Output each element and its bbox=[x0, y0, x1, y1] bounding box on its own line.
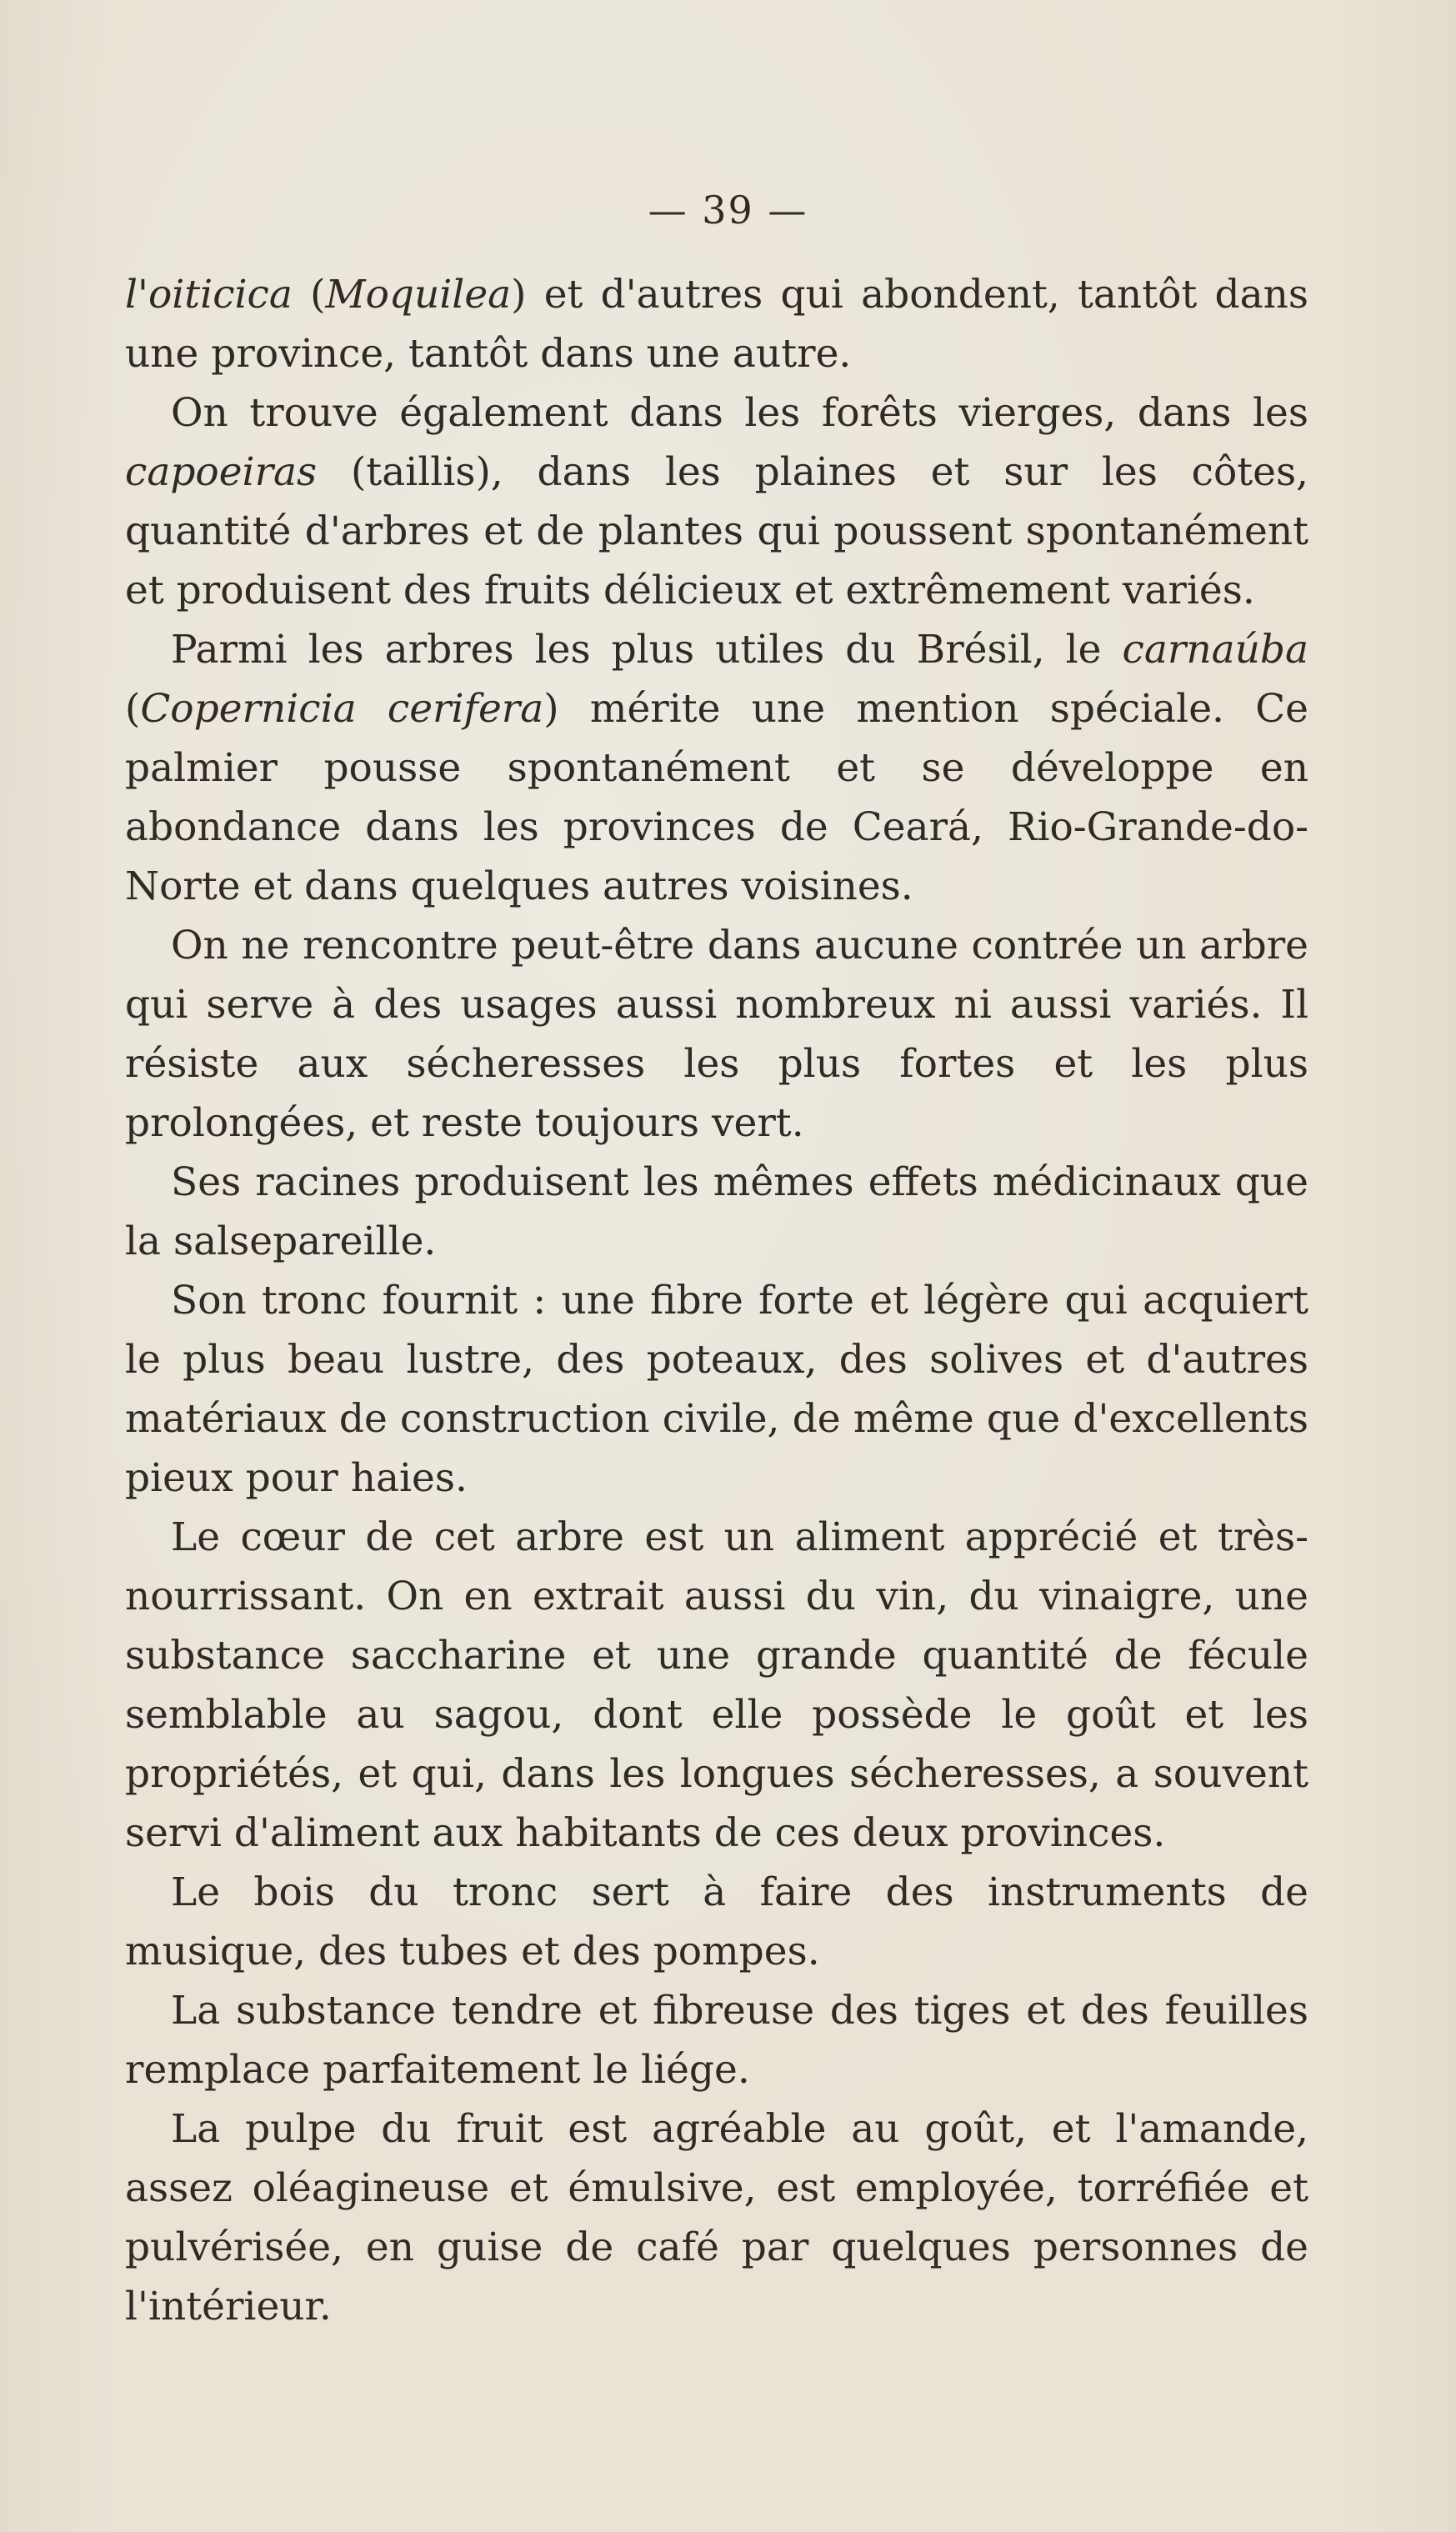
paragraph-9: La substance tendre et fibreuse des tiges et des feuilles remplace parfaitement le liége. bbox=[125, 1988, 1308, 2093]
term-carnauba: carnaúba bbox=[1122, 627, 1308, 673]
term-oiticica: l'oiticica bbox=[125, 272, 293, 318]
page-number: — 39 — bbox=[648, 188, 808, 233]
paragraph-6: Son tronc fournit : une fibre forte et légère qui acquiert le plus beau lustre, des poteaux, des solives et d'autres matériaux de construction civile, de même que d'excellents pieux pour haies. bbox=[125, 1278, 1308, 1501]
body-text bbox=[125, 265, 1308, 2336]
paragraph-8: Le bois du tronc sert à faire des instruments de musique, des tubes et des pompes. bbox=[125, 1869, 1308, 1974]
paragraph-3: Parmi les arbres les plus utiles du Brésil, le carnaúba (Copernicia cerifera) mérite une mention spéciale. Ce palmier pousse spontanément et se développe en abondance dans les provinces de Ceará, Rio-Grande-do-Norte et dans quelques autres voisines. bbox=[125, 627, 1309, 909]
paragraph-2: On trouve également dans les forêts vierges, dans les capoeiras (taillis), dans les plaines et sur les côtes, quantité d'arbres et de plantes qui poussent spontanément et produisent des fruits délicieux et extrêmement variés. bbox=[125, 390, 1308, 613]
paragraph-1: l'oiticica (Moquilea) et d'autres qui abondent, tantôt dans une province, tantôt dans une autre. bbox=[125, 272, 1308, 377]
paragraph-5: Ses racines produisent les mêmes effets médicinaux que la salsepareille. bbox=[125, 1159, 1308, 1264]
paragraph-10: La pulpe du fruit est agréable au goût, et l'amande, assez oléagineuse et émulsive, est employée, torréfiée et pulvérisée, en guise de café par quelques personnes de l'intérieur. bbox=[125, 2106, 1308, 2329]
paragraph-7: Le cœur de cet arbre est un aliment apprécié et très-nourrissant. On en extrait aussi du vin, du vinaigre, une substance saccharine et une grande quantité de fécule semblable au sagou, dont elle possède le goût et les propriétés, et qui, dans les longues sécheresses, a souvent servi d'aliment aux habitants de ces deux provinces. bbox=[125, 1514, 1308, 1856]
term-moquilea: Moquilea bbox=[325, 272, 512, 318]
term-capoeiras: capoeiras bbox=[125, 449, 318, 495]
paragraph-4: On ne rencontre peut-être dans aucune contrée un arbre qui serve à des usages aussi nombreux ni aussi variés. Il résiste aux sécheresses les plus fortes et les plus prolongées, et reste toujours vert. bbox=[125, 923, 1308, 1146]
term-copernicia: Copernicia cerifera bbox=[140, 686, 544, 732]
